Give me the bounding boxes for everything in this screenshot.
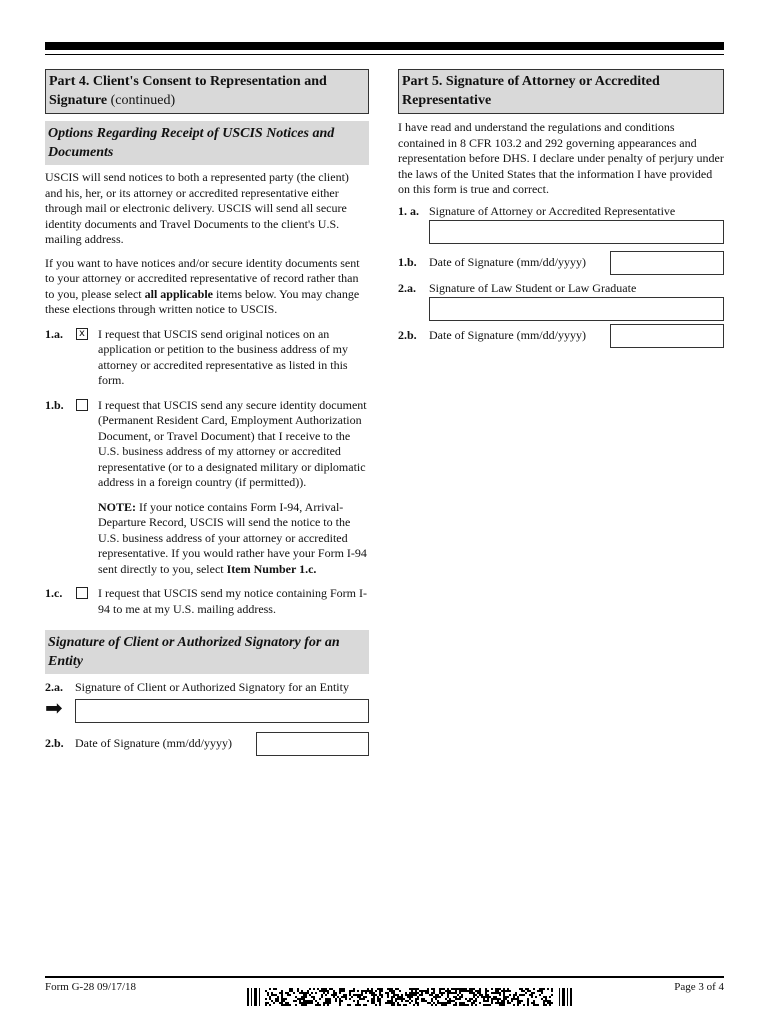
item-2b-label: Date of Signature (mm/dd/yyyy) [75,736,232,750]
item-1b-number: 1.b. [45,397,64,412]
para2-text-a: If you want to have notices and/or secure identity documents sent to your attorney or accredited representative of record rather than to you, please select [45,255,360,301]
client-date-field[interactable] [256,732,369,756]
item-2a-label: Signature of Client or Authorized Signatory for an Entity [75,680,349,694]
law-student-date-field[interactable] [610,324,724,348]
item-1c [45,586,369,617]
options-paragraph-1: USCIS will send notices to both a represented party (the client) and his, her, or its attorney or accredited representative either through mail or electronic delivery. USCIS will send all secure identity documents and Travel Documents to the client's U.S. mailing address. [45,170,349,246]
part5-item-1a [398,204,724,244]
arrow-right-icon: ➡ [45,696,63,720]
part4-column [45,69,369,756]
item-1a-checkbox[interactable]: x [76,328,88,340]
part5-item-1a-number: 1. a. [398,203,419,218]
part5-item-2a [398,281,724,321]
part4-header [45,69,369,114]
para2-text-bold: all applicable [144,286,213,301]
attorney-date-field[interactable] [610,251,724,275]
item-1c-checkbox[interactable] [76,587,88,599]
options-heading: Options Regarding Receipt of USCIS Notices and Documents [45,121,369,165]
item-1b [45,398,369,578]
footer-page-number: Page 3 of 4 [674,981,724,993]
part5-column [398,69,724,348]
note-label: NOTE: [98,499,137,514]
part5-item-1b-number: 1.b. [398,254,417,269]
part5-item-1b-label: Date of Signature (mm/dd/yyyy) [429,254,586,269]
footer-rule [45,976,724,978]
item-1b-checkbox[interactable] [76,399,88,411]
item-2a-number: 2.a. [45,680,63,694]
note-text: If your notice contains Form I-94, Arrival-Departure Record, USCIS will send the notice to the U.S. business address of your attorney or accredited representative. If you would rather have your Form I-94 sent directly to you, select [98,499,367,576]
item-1c-text: I request that USCIS send my notice containing Form I-94 to me at my U.S. mailing address. [98,586,367,616]
law-student-signature-field[interactable] [429,297,724,321]
part5-paragraph: I have read and understand the regulations and conditions contained in 8 CFR 103.2 and 292 governing appearances and representation before DHS. I declare under penalty of perjury under the laws of the United States that the information I have provided on this form is true and correct. [398,120,724,196]
part5-item-2a-label: Signature of Law Student or Law Graduate [429,280,637,295]
client-signature-field[interactable] [75,699,369,723]
part5-header: Part 5. Signature of Attorney or Accredited Representative [398,69,724,114]
note-item-reference: Item Number 1.c. [226,561,317,576]
options-paragraph-2 [45,256,369,318]
top-rule-thin [45,54,724,55]
client-signature-heading: Signature of Client or Authorized Signatory for an Entity [45,630,369,674]
part5-item-2b [398,324,724,348]
item-1c-number: 1.c. [45,586,63,600]
barcode-icon [247,988,572,1006]
attorney-signature-field[interactable] [429,220,724,244]
para2-text-b: items below. You may change these elections through written notice to USCIS. [45,286,360,316]
part5-item-2b-label: Date of Signature (mm/dd/yyyy) [429,327,586,342]
footer-form-id: Form G-28 09/17/18 [45,981,137,993]
item-2b [45,732,369,756]
part4-title: Part 4. Client's Consent to Representation and Signature [49,74,327,108]
item-2a [45,680,369,724]
item-2b-number: 2.b. [45,736,64,750]
part5-item-2b-number: 2.b. [398,327,417,342]
item-1a [45,327,369,389]
item-1b-note [98,500,369,578]
top-rule-thick [45,42,724,50]
item-1a-text: I request that USCIS send original notices on an application or petition to the business address of my attorney or accredited representative as listed in this form. [98,326,348,387]
part5-item-2a-number: 2.a. [398,280,416,295]
item-1b-text: I request that USCIS send any secure identity document (Permanent Resident Card, Employment Authorization Document, or Travel Document) that I receive to the U.S. business address of my attorney or accredited representative (or to a designated military or diplomatic address in a foreign country (if permitted)). [98,397,367,489]
part5-item-1b [398,251,724,275]
part4-title-continued: (continued) [107,93,176,108]
part5-item-1a-label: Signature of Attorney or Accredited Representative [429,203,676,218]
item-1a-number: 1.a. [45,326,63,341]
